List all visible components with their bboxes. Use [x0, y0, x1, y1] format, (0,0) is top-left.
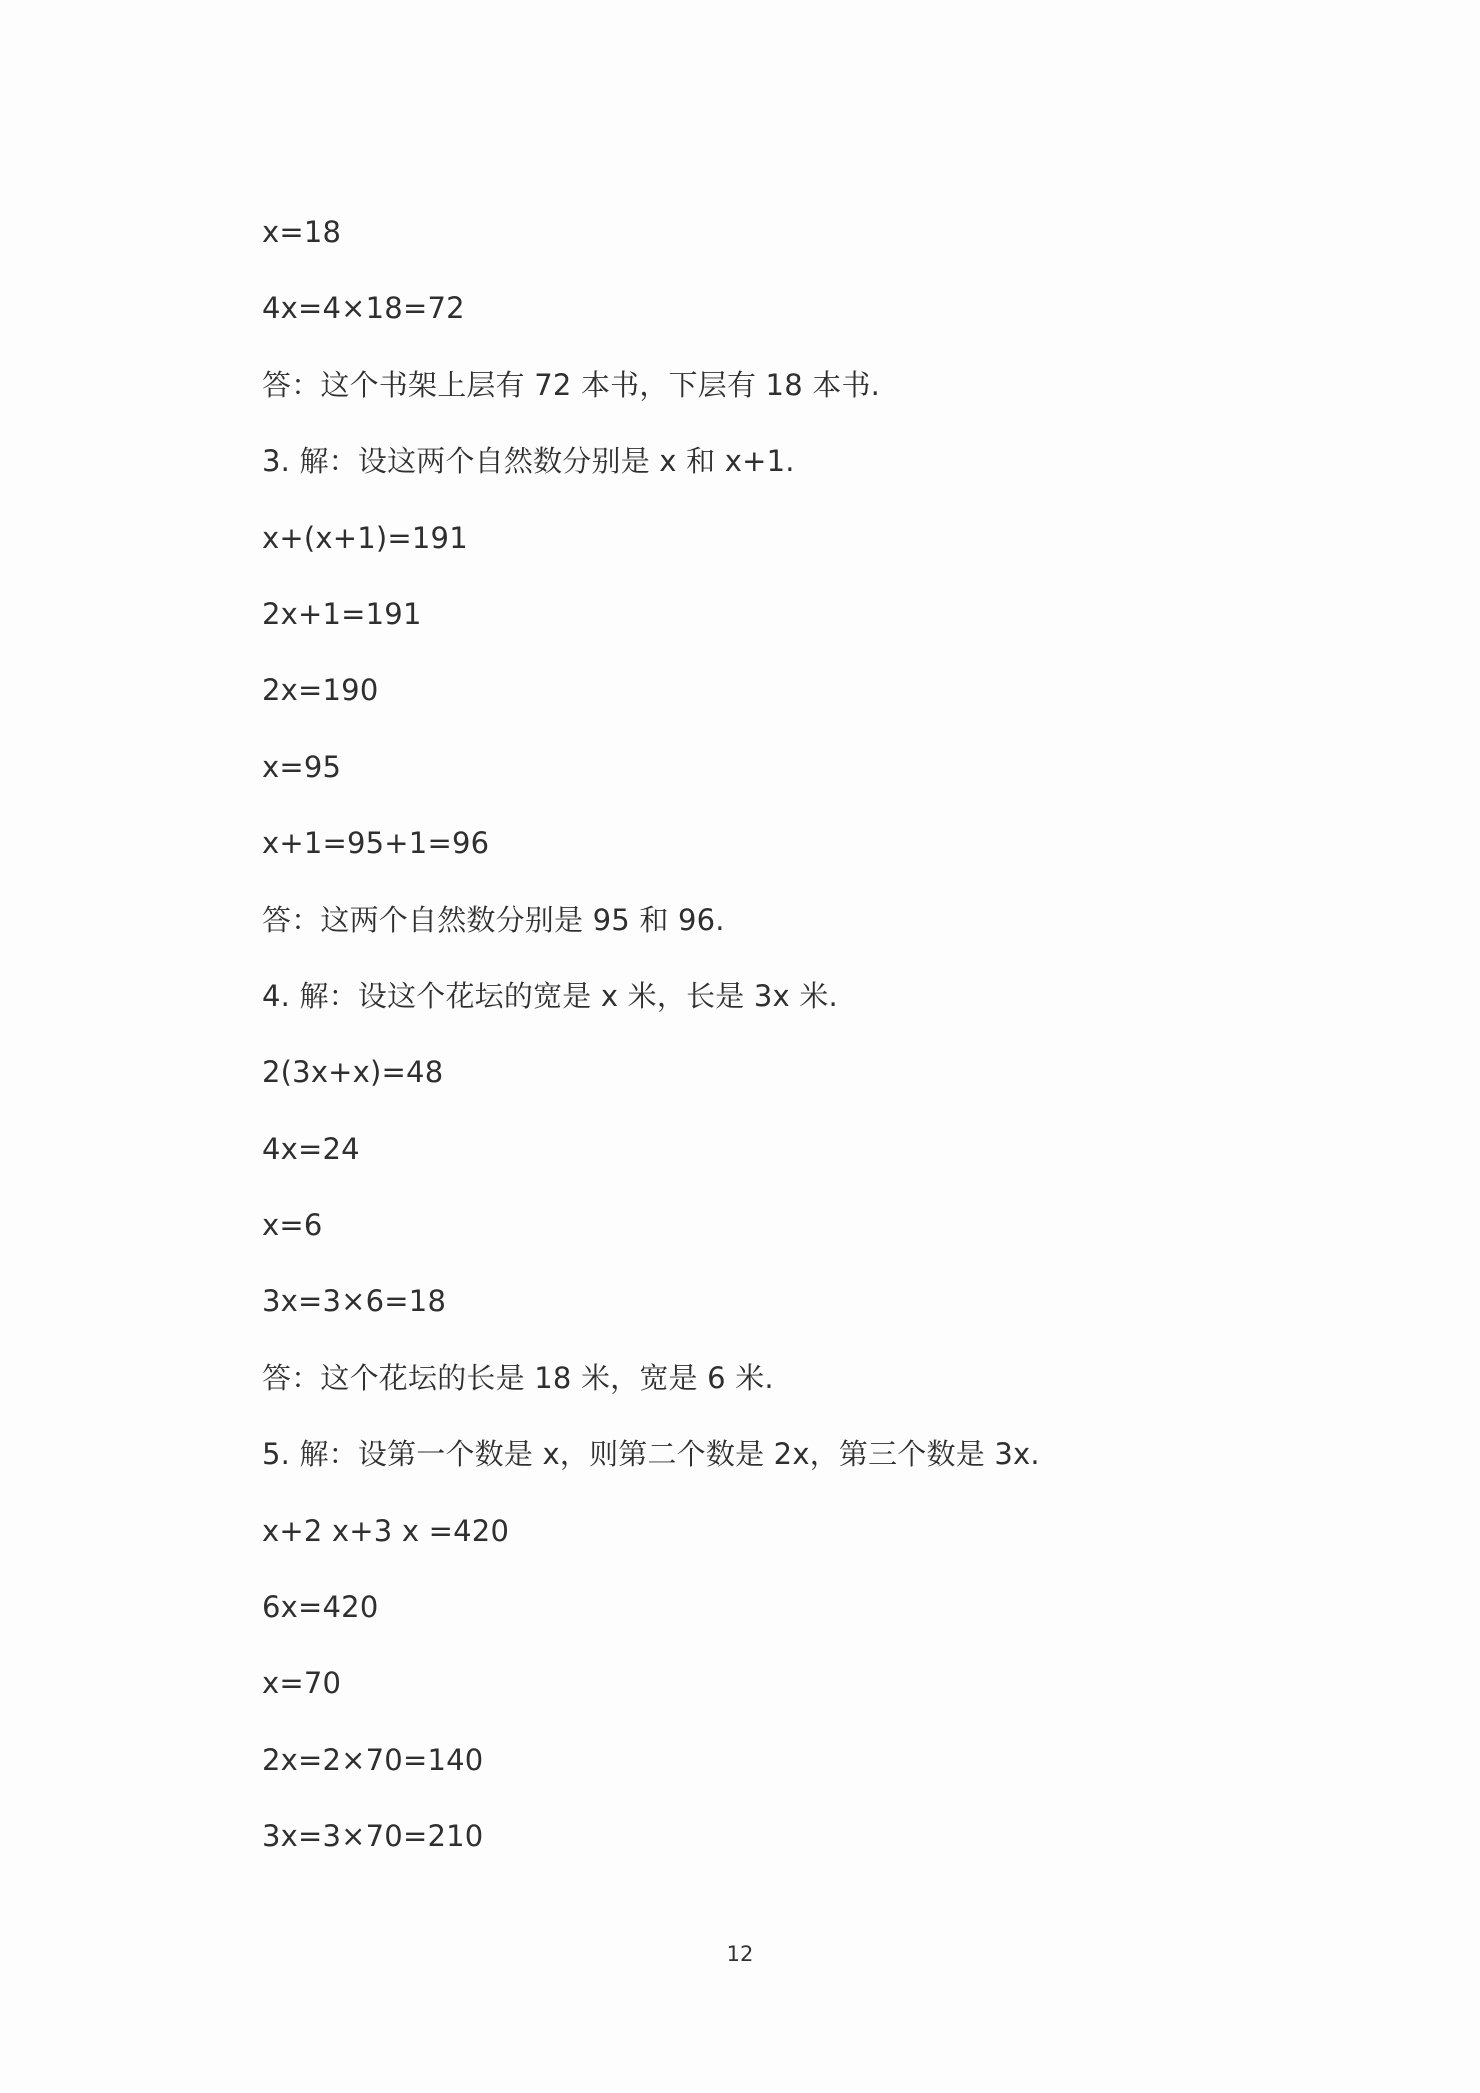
text-line: x=70 — [262, 1666, 342, 1701]
text-line: 6x=420 — [262, 1590, 379, 1625]
text-line: 4x=24 — [262, 1131, 360, 1166]
problem-heading: 3. 解：设这两个自然数分别是 x 和 x+1. — [262, 444, 795, 479]
text-line: x+(x+1)=191 — [262, 520, 468, 555]
text-line: x=95 — [262, 749, 342, 784]
text-line: x+1=95+1=96 — [262, 826, 490, 861]
answer-line: 答：这个花坛的长是 18 米，宽是 6 米. — [262, 1360, 774, 1395]
text-line: 3x=3×6=18 — [262, 1284, 447, 1319]
text-line: 2x=190 — [262, 673, 379, 708]
answer-line: 答：这两个自然数分别是 95 和 96. — [262, 902, 725, 937]
text-line: 4x=4×18=72 — [262, 291, 465, 326]
solution-text — [262, 208, 1040, 1889]
page-number: 12 — [726, 1942, 754, 1966]
problem-heading: 5. 解：设第一个数是 x，则第二个数是 2x，第三个数是 3x. — [262, 1437, 1040, 1472]
answer-line: 答：这个书架上层有 72 本书，下层有 18 本书. — [262, 367, 881, 402]
text-line: 2(3x+x)=48 — [262, 1055, 444, 1090]
text-line: x+2 x+3 x =420 — [262, 1513, 510, 1548]
text-line: 2x=2×70=140 — [262, 1742, 484, 1777]
problem-heading: 4. 解：设这个花坛的宽是 x 米，长是 3x 米. — [262, 978, 838, 1013]
text-line: 2x+1=191 — [262, 596, 422, 631]
text-line: x=6 — [262, 1208, 323, 1243]
text-line: x=18 — [262, 215, 342, 249]
text-line: 3x=3×70=210 — [262, 1819, 484, 1854]
